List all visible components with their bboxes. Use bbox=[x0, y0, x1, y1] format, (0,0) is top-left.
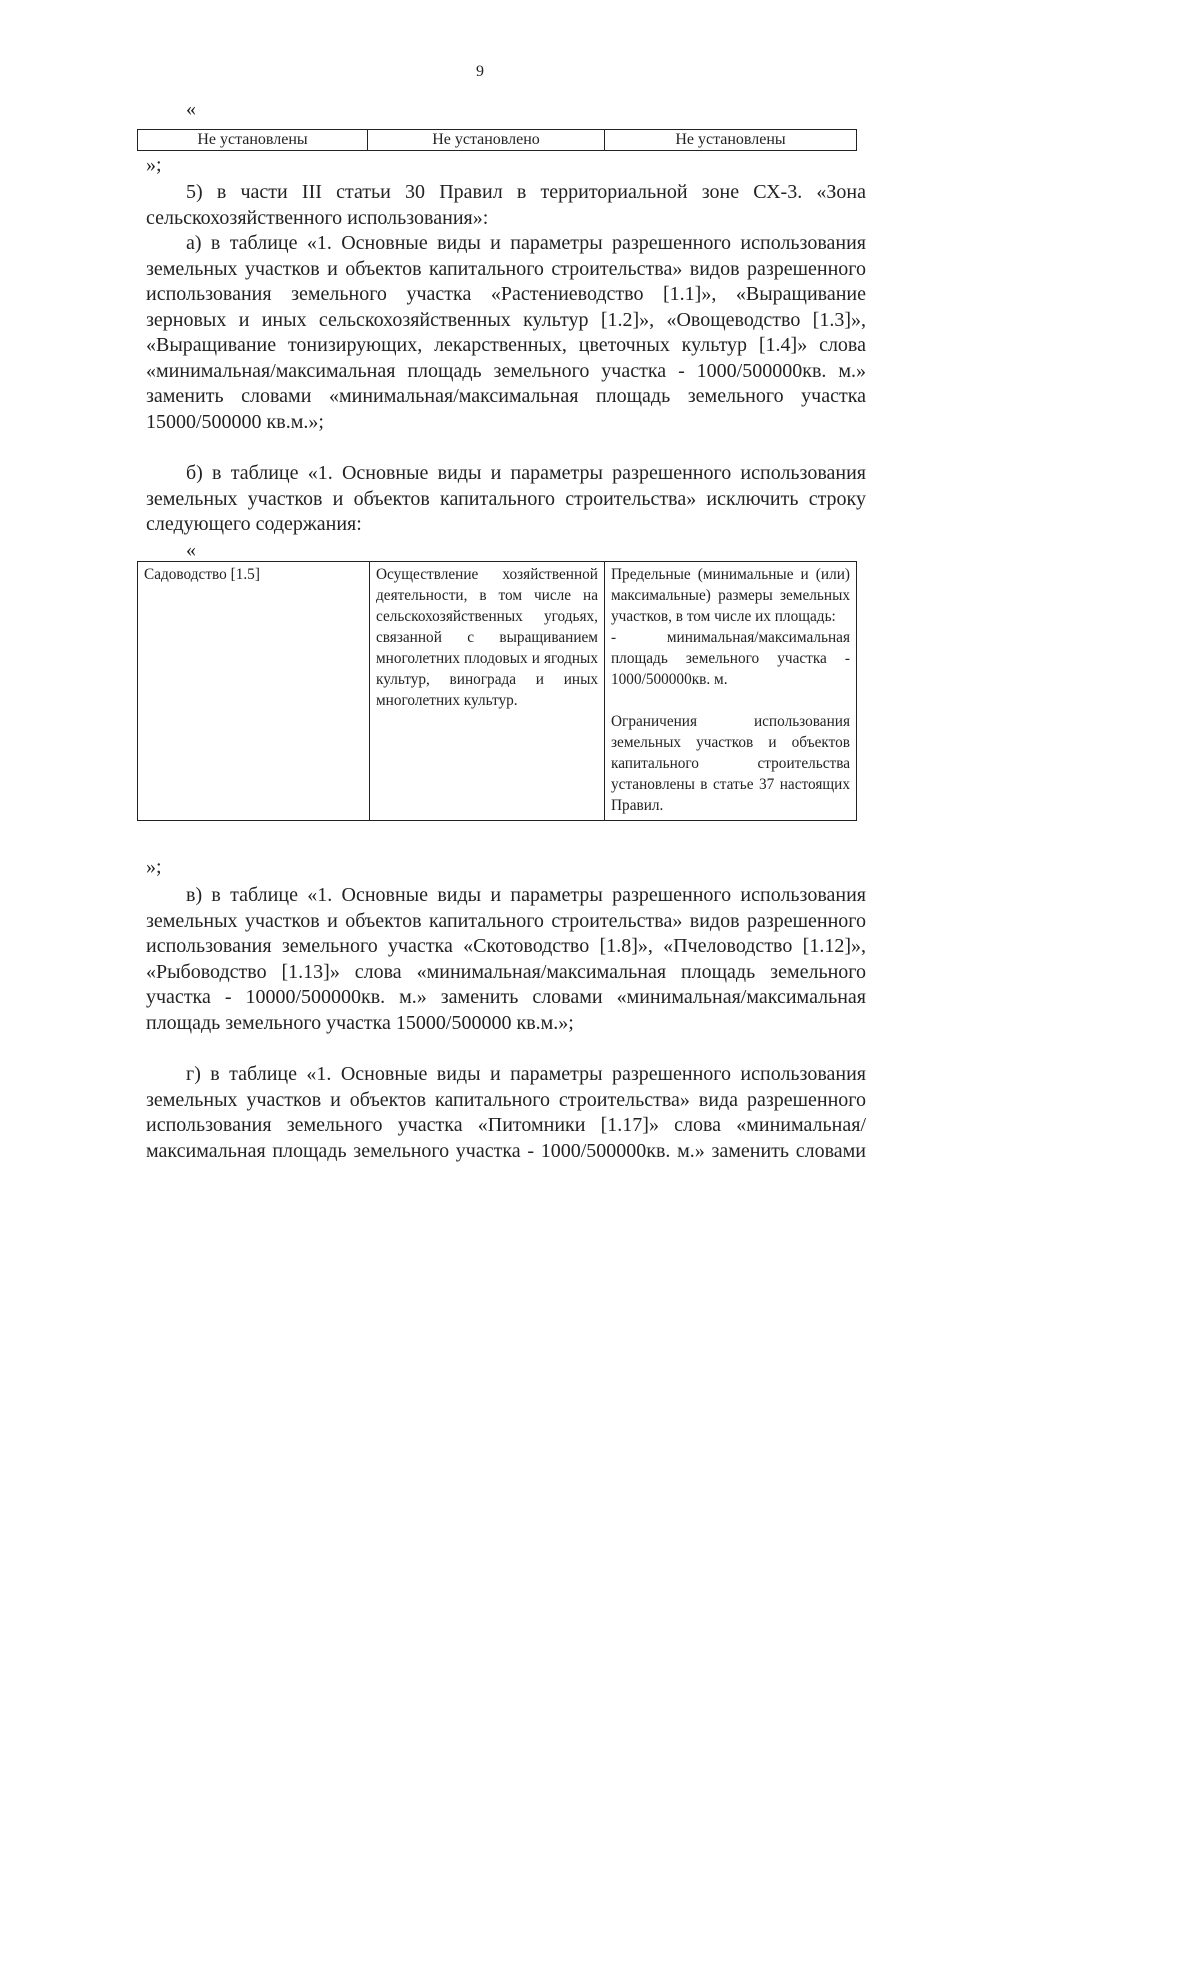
parameters-item: - минимальная/максимальная площадь земельного участка - 1000/500000кв. м. bbox=[611, 629, 850, 688]
parameters-cell bbox=[605, 562, 857, 821]
restrictions-text: Ограничения использования земельных участков и объектов капитального строительства установлены в статье 37 настоящих Правил. bbox=[611, 713, 850, 814]
closing-quote: »; bbox=[146, 856, 162, 878]
closing-quote: »; bbox=[146, 154, 162, 176]
table-row bbox=[138, 562, 857, 821]
page-number: 9 bbox=[476, 63, 484, 80]
table-cell: Не установлено bbox=[368, 130, 605, 151]
table-cell: Не установлены bbox=[138, 130, 368, 151]
opening-quote: « bbox=[186, 539, 196, 561]
paragraph-g: г) в таблице «1. Основные виды и параметры разрешенного использования земельных участков и объектов капитального строительства» вида разрешенного использования земельного участка «Питомники [1.17]» слова «минимальная/максимальная площадь земельного участка - 1000/500000кв. м.» заменить словами bbox=[146, 1063, 866, 1162]
description-cell: Осуществление хозяйственной деятельности, в том числе на сельскохозяйственных угодьях, связанной с выращиванием многолетних плодовых и ягодных культур, винограда и иных многолетних культур. bbox=[370, 562, 605, 821]
table-not-established bbox=[137, 129, 857, 151]
paragraph-b: б) в таблице «1. Основные виды и параметры разрешенного использования земельных участков и объектов капитального строительства» исключить строку следующего содержания: bbox=[146, 462, 866, 535]
use-type-cell: Садоводство [1.5] bbox=[138, 562, 370, 821]
paragraph-5: 5) в части III статьи 30 Правил в территориальной зоне СХ-3. «Зона сельскохозяйственного использования»: bbox=[146, 181, 866, 229]
table-cell: Не установлены bbox=[605, 130, 857, 151]
opening-quote: « bbox=[186, 98, 196, 120]
table-row bbox=[138, 130, 857, 151]
table-orchard-row bbox=[137, 561, 857, 821]
paragraph-a: а) в таблице «1. Основные виды и параметры разрешенного использования земельных участков и объектов капитального строительства» видов разрешенного использования земельного участка «Растениеводство [1.1]», «Выращивание зерновых и иных сельскохозяйственных культур [1.2]», «Овощеводство [1.3]», «Выращивание тонизирующих, лекарственных, цветочных культур [1.4]» слова «минимальная/максимальная площадь земельного участка - 1000/500000кв. м.» заменить словами «минимальная/максимальная площадь земельного участка 15000/500000 кв.м.»; bbox=[146, 232, 866, 433]
parameters-title: Предельные (минимальные и (или) максимальные) размеры земельных участков, в том числе их площадь: bbox=[611, 566, 850, 625]
paragraph-v: в) в таблице «1. Основные виды и параметры разрешенного использования земельных участков и объектов капитального строительства» видов разрешенного использования земельного участка «Скотоводство [1.8]», «Пчеловодство [1.12]», «Рыбоводство [1.13]» слова «минимальная/максимальная площадь земельного участка - 10000/500000кв. м.» заменить словами «минимальная/максимальная площадь земельного участка 15000/500000 кв.м.»; bbox=[146, 884, 866, 1034]
